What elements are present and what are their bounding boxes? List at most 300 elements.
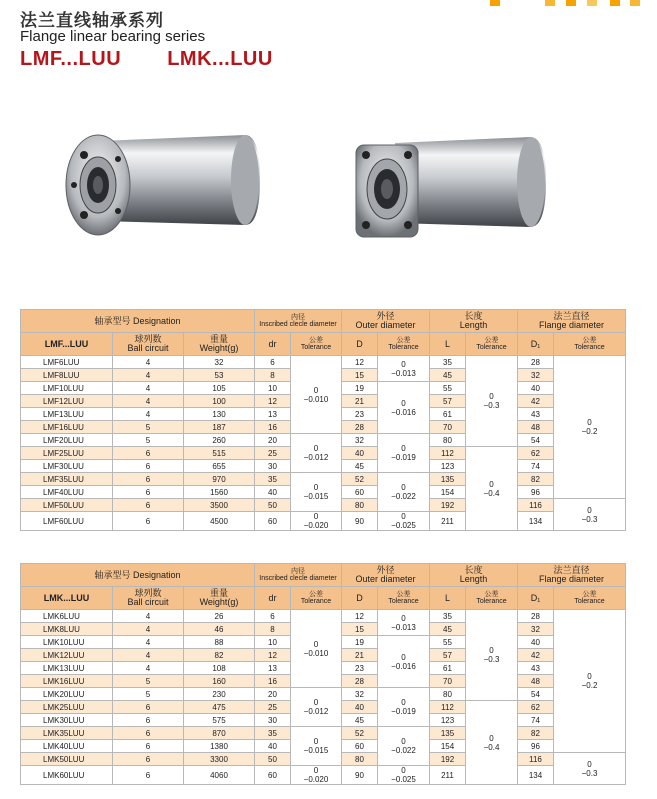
tolerance-header-line1: 公差 bbox=[582, 591, 597, 598]
tolerance-value-line1: 0 bbox=[313, 385, 319, 395]
designation-cell: LMF8LUU bbox=[21, 369, 113, 382]
length-l-cell: 55 bbox=[430, 636, 466, 649]
tolerance-d1-cell bbox=[554, 610, 626, 753]
length-l-cell: 154 bbox=[430, 486, 466, 499]
decorative-square bbox=[610, 0, 620, 6]
weight-cell: 3300 bbox=[184, 753, 255, 766]
dr-cell: 35 bbox=[255, 473, 291, 486]
length-l-cell: 61 bbox=[430, 408, 466, 421]
weight-cell: 53 bbox=[184, 369, 255, 382]
weight-cell: 4500 bbox=[184, 512, 255, 531]
outer-d-cell: 19 bbox=[342, 382, 378, 395]
outer-d-cell: 60 bbox=[342, 740, 378, 753]
length-l-cell: 123 bbox=[430, 714, 466, 727]
tolerance-value-line2: −0.2 bbox=[581, 681, 598, 690]
flange-header bbox=[518, 564, 626, 587]
tolerance-value-line2: −0.3 bbox=[483, 401, 500, 410]
tolerance-value-line1: 0 bbox=[489, 646, 494, 655]
flange-header-line1: 法兰直径 bbox=[553, 565, 590, 575]
tolerance-value-line2: −0.4 bbox=[483, 488, 500, 498]
tolerance-header bbox=[554, 587, 626, 610]
inscribed-header-line1: 内径 bbox=[291, 314, 305, 321]
ball-circuit-cell: 6 bbox=[113, 512, 184, 531]
designation-cell: LMF13LUU bbox=[21, 408, 113, 421]
outer-d-cell: 23 bbox=[342, 408, 378, 421]
dr-cell: 16 bbox=[255, 421, 291, 434]
tolerance-value-line1: 0 bbox=[313, 444, 319, 453]
designation-cell: LMF50LUU bbox=[21, 499, 113, 512]
tolerance-header-line2: Tolerance bbox=[476, 344, 507, 351]
tolerance-value-line2: −0.2 bbox=[581, 427, 598, 436]
tolerance-value-line2: −0.022 bbox=[391, 492, 416, 501]
designation-cell: LMF12LUU bbox=[21, 395, 113, 408]
tolerance-value-line1: 0 bbox=[489, 733, 494, 743]
weight-cell: 46 bbox=[184, 623, 255, 636]
model-lmf-label: LMF...LUU bbox=[20, 48, 122, 70]
tolerance-header-line2: Tolerance bbox=[388, 344, 419, 351]
tolerance-header-line2: Tolerance bbox=[574, 598, 605, 605]
dr-cell: 50 bbox=[255, 753, 291, 766]
tolerance-d-cell bbox=[378, 382, 430, 434]
tolerance-value-line2: −0.3 bbox=[581, 768, 598, 778]
ball-circuit-cell: 4 bbox=[113, 356, 184, 369]
length-l-cell: 211 bbox=[430, 766, 466, 785]
ball-circuit-cell: 4 bbox=[113, 662, 184, 675]
inscribed-header bbox=[255, 310, 342, 333]
outer-d-cell: 21 bbox=[342, 649, 378, 662]
tolerance-dr-cell bbox=[291, 727, 342, 766]
tolerance-header-line2: Tolerance bbox=[300, 598, 332, 605]
flange-d1-cell: 42 bbox=[518, 395, 554, 408]
designation-cell: LMK25LUU bbox=[21, 701, 113, 714]
tolerance-value-line1: 0 bbox=[313, 483, 319, 492]
ball-circuit-cell: 6 bbox=[113, 447, 184, 460]
length-l-cell: 211 bbox=[430, 512, 466, 531]
decorative-square bbox=[630, 0, 640, 6]
outer-header-line2: Outer diameter bbox=[355, 574, 416, 584]
tolerance-value-line1: 0 bbox=[401, 398, 406, 408]
tolerance-header-line1: 公差 bbox=[396, 591, 411, 598]
flange-d1-header: D₁ bbox=[518, 587, 554, 610]
weight-cell: 1380 bbox=[184, 740, 255, 753]
ball-circuit-header-line1: 球列数 bbox=[134, 588, 162, 598]
outer-d-cell: 52 bbox=[342, 473, 378, 486]
ball-circuit-header-line2: Ball circuit bbox=[127, 597, 169, 607]
weight-cell: 105 bbox=[184, 382, 255, 395]
length-header bbox=[430, 564, 518, 587]
weight-cell: 870 bbox=[184, 727, 255, 740]
tolerance-d1-cell bbox=[554, 753, 626, 785]
tolerance-d-cell bbox=[378, 636, 430, 688]
ball-circuit-cell: 6 bbox=[113, 473, 184, 486]
length-header-line2: Length bbox=[459, 574, 488, 584]
table-row bbox=[21, 512, 626, 531]
dr-cell: 16 bbox=[255, 675, 291, 688]
weight-cell: 970 bbox=[184, 473, 255, 486]
length-l-cell: 192 bbox=[430, 753, 466, 766]
length-header bbox=[430, 310, 518, 333]
dr-cell: 8 bbox=[255, 369, 291, 382]
length-l-cell: 55 bbox=[430, 382, 466, 395]
flange-d1-cell: 62 bbox=[518, 701, 554, 714]
ball-circuit-cell: 5 bbox=[113, 421, 184, 434]
decorative-square bbox=[490, 0, 500, 6]
weight-cell: 1560 bbox=[184, 486, 255, 499]
designation-cell: LMK6LUU bbox=[21, 610, 113, 623]
designation-cell: LMK12LUU bbox=[21, 649, 113, 662]
lmf-spec-table bbox=[20, 309, 626, 531]
weight-cell: 100 bbox=[184, 395, 255, 408]
tolerance-value-line2: −0.025 bbox=[391, 521, 416, 530]
designation-header: 轴承型号 Designation bbox=[21, 310, 255, 333]
tolerance-d1-cell bbox=[554, 356, 626, 499]
tolerance-value-line1: 0 bbox=[587, 505, 592, 515]
series-header: LMF...LUU bbox=[21, 333, 113, 356]
tolerance-value-line1: 0 bbox=[313, 737, 319, 746]
page-title-english: Flange linear bearing series bbox=[20, 28, 206, 45]
designation-cell: LMF16LUU bbox=[21, 421, 113, 434]
tolerance-value-line1: 0 bbox=[401, 652, 406, 662]
tolerance-value-line1: 0 bbox=[313, 698, 319, 707]
length-l-header: L bbox=[430, 333, 466, 356]
outer-header bbox=[342, 564, 430, 587]
tolerance-value-line2: −0.4 bbox=[483, 742, 500, 752]
designation-cell: LMK40LUU bbox=[21, 740, 113, 753]
tolerance-value-line2: −0.015 bbox=[303, 492, 329, 501]
designation-cell: LMK20LUU bbox=[21, 688, 113, 701]
dr-header: dr bbox=[255, 587, 291, 610]
inscribed-header bbox=[255, 564, 342, 587]
tolerance-l-cell bbox=[466, 356, 518, 447]
designation-header: 轴承型号 Designation bbox=[21, 564, 255, 587]
ball-circuit-cell: 4 bbox=[113, 395, 184, 408]
outer-d-cell: 23 bbox=[342, 662, 378, 675]
tolerance-d-cell bbox=[378, 356, 430, 382]
weight-cell: 187 bbox=[184, 421, 255, 434]
tolerance-value-line1: 0 bbox=[313, 512, 319, 521]
dr-cell: 40 bbox=[255, 740, 291, 753]
dr-cell: 13 bbox=[255, 408, 291, 421]
flange-header-line1: 法兰直径 bbox=[553, 311, 590, 321]
outer-d-cell: 45 bbox=[342, 460, 378, 473]
designation-cell: LMF20LUU bbox=[21, 434, 113, 447]
dr-cell: 6 bbox=[255, 610, 291, 623]
weight-cell: 475 bbox=[184, 701, 255, 714]
flange-d1-cell: 96 bbox=[518, 486, 554, 499]
tolerance-dr-cell bbox=[291, 688, 342, 727]
tolerance-value-line1: 0 bbox=[401, 737, 406, 746]
weight-cell: 88 bbox=[184, 636, 255, 649]
ball-circuit-cell: 5 bbox=[113, 434, 184, 447]
flange-d1-header: D₁ bbox=[518, 333, 554, 356]
outer-d-cell: 28 bbox=[342, 421, 378, 434]
tolerance-d-cell bbox=[378, 512, 430, 531]
flange-d1-cell: 43 bbox=[518, 408, 554, 421]
outer-header-line1: 外径 bbox=[376, 565, 395, 575]
flange-d1-cell: 74 bbox=[518, 460, 554, 473]
weight-cell: 160 bbox=[184, 675, 255, 688]
weight-cell: 32 bbox=[184, 356, 255, 369]
outer-d-cell: 15 bbox=[342, 623, 378, 636]
tolerance-value-line2: −0.012 bbox=[303, 707, 329, 716]
ball-circuit-cell: 4 bbox=[113, 369, 184, 382]
weight-header bbox=[184, 587, 255, 610]
flange-header-line2: Flange diameter bbox=[538, 574, 605, 584]
length-l-cell: 70 bbox=[430, 675, 466, 688]
tolerance-header-line1: 公差 bbox=[396, 337, 411, 344]
flange-d1-cell: 96 bbox=[518, 740, 554, 753]
tolerance-value-line2: −0.016 bbox=[391, 661, 416, 671]
tolerance-dr-cell bbox=[291, 610, 342, 688]
flange-d1-cell: 54 bbox=[518, 434, 554, 447]
lmk-spec-table bbox=[20, 563, 626, 785]
ball-circuit-header-line2: Ball circuit bbox=[127, 343, 169, 353]
designation-cell: LMK8LUU bbox=[21, 623, 113, 636]
outer-d-cell: 40 bbox=[342, 447, 378, 460]
tolerance-d-cell bbox=[378, 473, 430, 512]
dr-cell: 10 bbox=[255, 382, 291, 395]
length-header-line1: 长度 bbox=[464, 565, 483, 575]
length-l-cell: 45 bbox=[430, 369, 466, 382]
dr-cell: 25 bbox=[255, 447, 291, 460]
inscribed-header-line2: Inscribed clecle diameter bbox=[259, 321, 337, 328]
ball-circuit-cell: 6 bbox=[113, 499, 184, 512]
tolerance-value-line1: 0 bbox=[313, 639, 319, 649]
weight-header-line2: Weight(g) bbox=[199, 597, 239, 607]
outer-header-line2: Outer diameter bbox=[355, 320, 416, 330]
flange-d1-cell: 40 bbox=[518, 636, 554, 649]
tolerance-value-line2: −0.020 bbox=[303, 521, 329, 530]
flange-d1-cell: 74 bbox=[518, 714, 554, 727]
length-l-cell: 135 bbox=[430, 727, 466, 740]
model-series-heading bbox=[20, 48, 313, 71]
tolerance-header-line2: Tolerance bbox=[300, 344, 332, 351]
tolerance-l-cell bbox=[466, 447, 518, 531]
weight-cell: 82 bbox=[184, 649, 255, 662]
designation-cell: LMF6LUU bbox=[21, 356, 113, 369]
length-l-cell: 80 bbox=[430, 434, 466, 447]
tolerance-header-line1: 公差 bbox=[484, 337, 499, 344]
outer-d-cell: 21 bbox=[342, 395, 378, 408]
tolerance-value-line1: 0 bbox=[401, 766, 406, 775]
length-l-cell: 135 bbox=[430, 473, 466, 486]
tolerance-value-line1: 0 bbox=[401, 359, 406, 369]
model-lmk-label: LMK...LUU bbox=[167, 48, 273, 70]
weight-header-line2: Weight(g) bbox=[199, 343, 239, 353]
weight-cell: 230 bbox=[184, 688, 255, 701]
designation-cell: LMK60LUU bbox=[21, 766, 113, 785]
tolerance-value-line2: −0.022 bbox=[391, 746, 416, 755]
tolerance-value-line2: −0.013 bbox=[391, 622, 416, 632]
tolerance-header bbox=[291, 587, 342, 610]
decorative-square bbox=[566, 0, 576, 6]
tolerance-value-line1: 0 bbox=[587, 418, 592, 427]
dr-cell: 35 bbox=[255, 727, 291, 740]
outer-d-cell: 12 bbox=[342, 356, 378, 369]
length-l-cell: 35 bbox=[430, 356, 466, 369]
ball-circuit-header bbox=[113, 587, 184, 610]
series-header: LMK...LUU bbox=[21, 587, 113, 610]
lmf-bearing-image bbox=[60, 125, 270, 250]
outer-d-cell: 60 bbox=[342, 486, 378, 499]
tolerance-value-line2: −0.020 bbox=[303, 775, 329, 784]
weight-cell: 260 bbox=[184, 434, 255, 447]
tolerance-value-line2: −0.3 bbox=[483, 655, 500, 664]
tolerance-d-cell bbox=[378, 727, 430, 766]
weight-cell: 515 bbox=[184, 447, 255, 460]
ball-circuit-cell: 6 bbox=[113, 740, 184, 753]
weight-cell: 108 bbox=[184, 662, 255, 675]
outer-d-header: D bbox=[342, 333, 378, 356]
length-l-cell: 192 bbox=[430, 499, 466, 512]
decorative-square bbox=[545, 0, 555, 6]
tolerance-value-line1: 0 bbox=[489, 479, 494, 489]
flange-d1-cell: 116 bbox=[518, 753, 554, 766]
tolerance-value-line2: −0.010 bbox=[303, 648, 329, 658]
tolerance-dr-cell bbox=[291, 473, 342, 512]
ball-circuit-header bbox=[113, 333, 184, 356]
tolerance-header-line1: 公差 bbox=[309, 337, 323, 344]
tolerance-value-line1: 0 bbox=[587, 672, 592, 681]
dr-cell: 50 bbox=[255, 499, 291, 512]
ball-circuit-cell: 4 bbox=[113, 649, 184, 662]
tolerance-header bbox=[378, 333, 430, 356]
tolerance-value-line1: 0 bbox=[401, 483, 406, 492]
outer-d-cell: 52 bbox=[342, 727, 378, 740]
tolerance-l-cell bbox=[466, 610, 518, 701]
weight-cell: 4060 bbox=[184, 766, 255, 785]
tolerance-header bbox=[291, 333, 342, 356]
dr-cell: 60 bbox=[255, 766, 291, 785]
flange-d1-cell: 28 bbox=[518, 356, 554, 369]
decorative-square bbox=[587, 0, 597, 6]
dr-cell: 20 bbox=[255, 688, 291, 701]
length-l-header: L bbox=[430, 587, 466, 610]
tolerance-value-line2: −0.010 bbox=[303, 394, 329, 404]
tolerance-header bbox=[554, 333, 626, 356]
weight-cell: 130 bbox=[184, 408, 255, 421]
length-l-cell: 112 bbox=[430, 701, 466, 714]
designation-cell: LMF40LUU bbox=[21, 486, 113, 499]
table-row bbox=[21, 727, 626, 740]
designation-cell: LMK50LUU bbox=[21, 753, 113, 766]
weight-header-line1: 重量 bbox=[209, 334, 228, 344]
tolerance-value-line2: −0.015 bbox=[303, 746, 329, 755]
weight-cell: 3500 bbox=[184, 499, 255, 512]
dr-cell: 20 bbox=[255, 434, 291, 447]
outer-d-cell: 80 bbox=[342, 499, 378, 512]
length-l-cell: 57 bbox=[430, 649, 466, 662]
tolerance-value-line2: −0.019 bbox=[391, 453, 416, 462]
designation-cell: LMF10LUU bbox=[21, 382, 113, 395]
tolerance-header bbox=[378, 587, 430, 610]
flange-d1-cell: 28 bbox=[518, 610, 554, 623]
designation-cell: LMF60LUU bbox=[21, 512, 113, 531]
length-l-cell: 112 bbox=[430, 447, 466, 460]
dr-cell: 6 bbox=[255, 356, 291, 369]
outer-d-cell: 28 bbox=[342, 675, 378, 688]
outer-d-cell: 90 bbox=[342, 512, 378, 531]
ball-circuit-cell: 6 bbox=[113, 460, 184, 473]
flange-d1-cell: 42 bbox=[518, 649, 554, 662]
tolerance-value-line1: 0 bbox=[401, 512, 406, 521]
designation-cell: LMF35LUU bbox=[21, 473, 113, 486]
ball-circuit-cell: 6 bbox=[113, 766, 184, 785]
length-l-cell: 123 bbox=[430, 460, 466, 473]
flange-header-line2: Flange diameter bbox=[538, 320, 605, 330]
outer-d-cell: 32 bbox=[342, 434, 378, 447]
outer-d-header: D bbox=[342, 587, 378, 610]
dr-cell: 10 bbox=[255, 636, 291, 649]
weight-header-line1: 重量 bbox=[209, 588, 228, 598]
table-row bbox=[21, 356, 626, 369]
tolerance-d-cell bbox=[378, 434, 430, 473]
tolerance-value-line2: −0.019 bbox=[391, 707, 416, 716]
ball-circuit-cell: 4 bbox=[113, 623, 184, 636]
weight-header bbox=[184, 333, 255, 356]
ball-circuit-cell: 6 bbox=[113, 714, 184, 727]
tolerance-value-line2: −0.013 bbox=[391, 368, 416, 378]
ball-circuit-cell: 4 bbox=[113, 610, 184, 623]
ball-circuit-cell: 6 bbox=[113, 701, 184, 714]
flange-d1-cell: 62 bbox=[518, 447, 554, 460]
table-row bbox=[21, 766, 626, 785]
flange-d1-cell: 134 bbox=[518, 512, 554, 531]
tolerance-header bbox=[466, 333, 518, 356]
tolerance-header-line2: Tolerance bbox=[476, 598, 507, 605]
tolerance-d-cell bbox=[378, 610, 430, 636]
tolerance-d-cell bbox=[378, 766, 430, 785]
ball-circuit-cell: 6 bbox=[113, 486, 184, 499]
dr-cell: 12 bbox=[255, 649, 291, 662]
tolerance-header-line1: 公差 bbox=[484, 591, 499, 598]
tolerance-dr-cell bbox=[291, 512, 342, 531]
tolerance-header bbox=[466, 587, 518, 610]
tolerance-value-line1: 0 bbox=[313, 766, 319, 775]
outer-d-cell: 12 bbox=[342, 610, 378, 623]
inscribed-header-line2: Inscribed clecle diameter bbox=[259, 575, 337, 582]
flange-d1-cell: 43 bbox=[518, 662, 554, 675]
outer-d-cell: 80 bbox=[342, 753, 378, 766]
flange-d1-cell: 134 bbox=[518, 766, 554, 785]
tolerance-dr-cell bbox=[291, 356, 342, 434]
tolerance-value-line2: −0.016 bbox=[391, 407, 416, 417]
tolerance-header-line1: 公差 bbox=[582, 337, 597, 344]
dr-header: dr bbox=[255, 333, 291, 356]
dr-cell: 30 bbox=[255, 714, 291, 727]
dr-cell: 25 bbox=[255, 701, 291, 714]
flange-d1-cell: 32 bbox=[518, 623, 554, 636]
outer-d-cell: 45 bbox=[342, 714, 378, 727]
tolerance-l-cell bbox=[466, 701, 518, 785]
tolerance-header-line2: Tolerance bbox=[574, 344, 605, 351]
designation-cell: LMK30LUU bbox=[21, 714, 113, 727]
tolerance-value-line1: 0 bbox=[401, 613, 406, 623]
dr-cell: 30 bbox=[255, 460, 291, 473]
dr-cell: 8 bbox=[255, 623, 291, 636]
length-l-cell: 57 bbox=[430, 395, 466, 408]
tolerance-header-line2: Tolerance bbox=[388, 598, 419, 605]
tolerance-value-line2: −0.3 bbox=[581, 514, 598, 524]
outer-d-cell: 15 bbox=[342, 369, 378, 382]
flange-d1-cell: 48 bbox=[518, 675, 554, 688]
page-title-chinese: 法兰直线轴承系列 bbox=[20, 11, 164, 31]
ball-circuit-cell: 5 bbox=[113, 675, 184, 688]
outer-header bbox=[342, 310, 430, 333]
dr-cell: 13 bbox=[255, 662, 291, 675]
flange-d1-cell: 116 bbox=[518, 499, 554, 512]
length-header-line1: 长度 bbox=[464, 311, 483, 321]
